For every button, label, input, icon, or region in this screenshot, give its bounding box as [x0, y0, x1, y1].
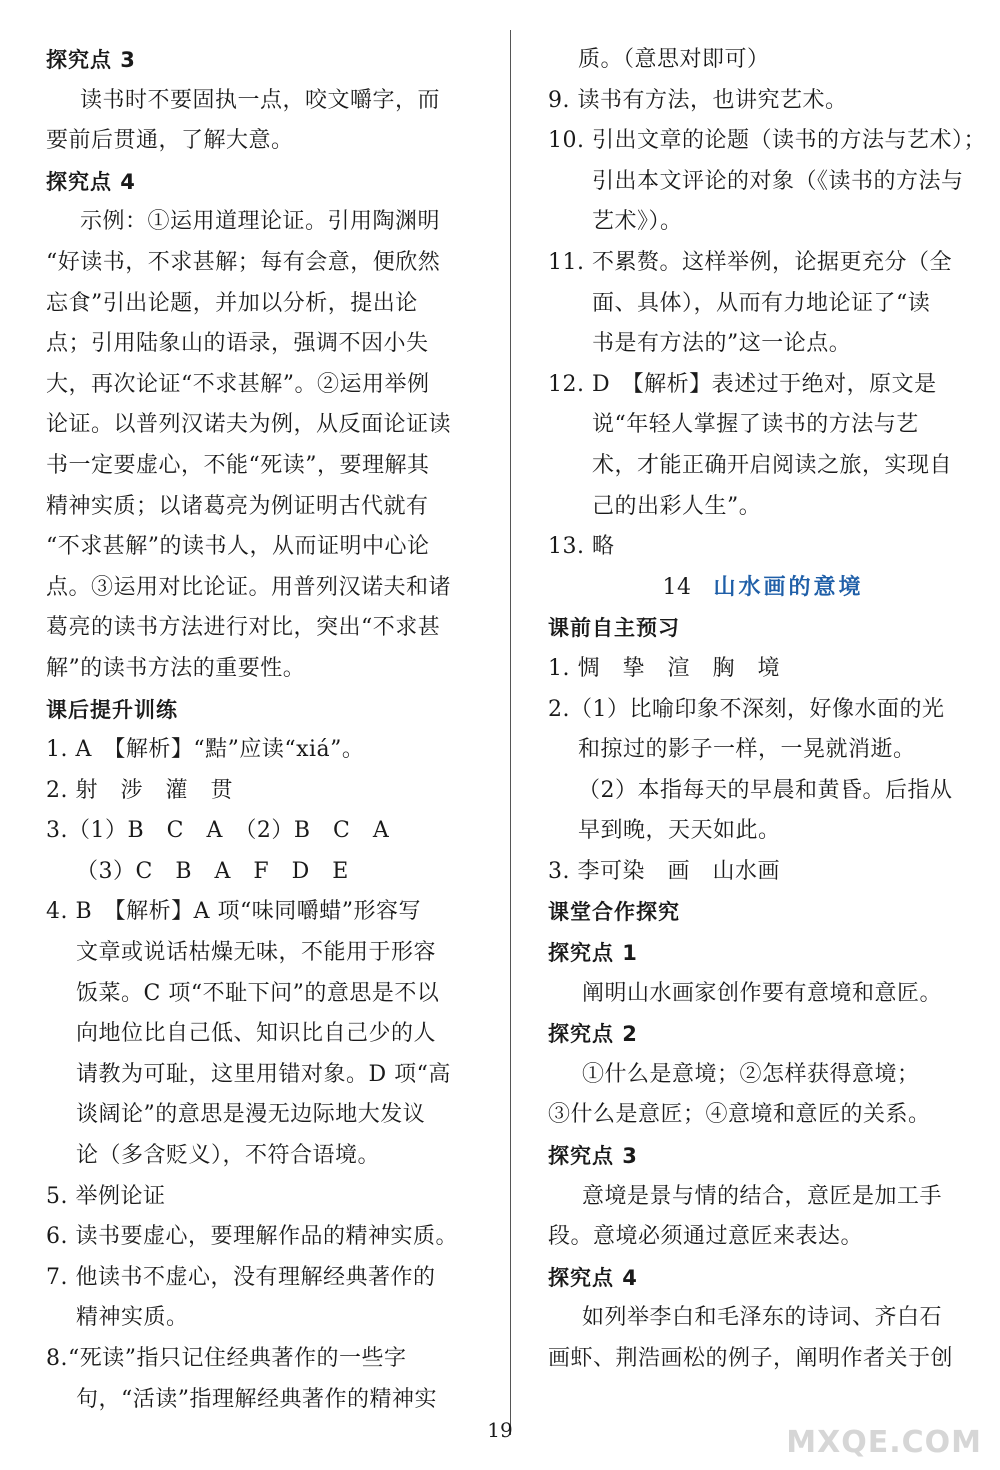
page-number: 19 — [487, 1418, 513, 1442]
text-line: ①什么是意境；②怎样获得意境； — [582, 1061, 920, 1087]
chapter-heading — [548, 568, 978, 609]
text-line: 读书时不要固执一点，咬文嚼字，而 — [80, 87, 441, 113]
text-line: 段。意境必须通过意匠来表达。 — [548, 1224, 864, 1250]
text-line: 句，“活读”指理解经典著作的精神实 — [76, 1386, 437, 1412]
watermark-logo: MXQE.COM — [786, 1425, 982, 1460]
text-line: 3.（1）B C A （2）B C A — [46, 818, 390, 844]
text-line: 1. 惆 挚 渲 胸 境 — [548, 655, 780, 681]
text-line: 和掠过的影子一样，一晃就消逝。 — [578, 737, 916, 763]
text-line: 13. 略 — [548, 534, 615, 560]
section-heading: 探究点 1 — [548, 941, 638, 966]
text-line: 精神实质；以诸葛亮为例证明古代就有 — [46, 493, 429, 519]
section-heading: 探究点 2 — [548, 1022, 638, 1047]
text-line: 点。③运用对比论证。用普列汉诺夫和诸 — [46, 574, 452, 600]
text-line: 6. 读书要虚心，要理解作品的精神实质。 — [46, 1224, 458, 1250]
text-line: 早到晚，天天如此。 — [578, 818, 781, 844]
text-line: 示例：①运用道理论证。引用陶渊明 — [80, 209, 441, 235]
left-column — [46, 40, 478, 1420]
section-heading: 探究点 4 — [46, 169, 136, 194]
text-line: 术，才能正确开启阅读之旅，实现自 — [592, 452, 953, 478]
text-line: 忘食”引出论题，并加以分析，提出论 — [46, 290, 418, 316]
text-line: （3）C B A F D E — [76, 858, 349, 884]
text-line: 12. D 【解析】表述过于绝对，原文是 — [548, 371, 937, 397]
text-line: 点；引用陆象山的语录，强调不因小失 — [46, 331, 429, 357]
text-line: 面、具体），从而有力地论证了“读 — [592, 290, 931, 316]
text-line: 3. 李可染 画 山水画 — [548, 858, 780, 884]
text-line: 画虾、荆浩画松的例子，阐明作者关于创 — [548, 1346, 954, 1371]
text-line: （2）本指每天的早晨和黄昏。后指从 — [578, 777, 953, 803]
text-line: 说“年轻人掌握了读书的方法与艺 — [592, 412, 919, 438]
text-line: 文章或说话枯燥无味，不能用于形容 — [76, 940, 437, 966]
section-heading: 课堂合作探究 — [548, 900, 680, 925]
text-line: 请教为可耻，这里用错对象。D 项“高 — [76, 1061, 451, 1087]
text-line: 艺术》）。 — [592, 209, 683, 235]
text-line: 4. B 【解析】A 项“味同嚼蜡”形容写 — [46, 899, 422, 925]
text-line: 要前后贯通，了解大意。 — [46, 128, 294, 154]
text-line: 书一定要虚心，不能“死读”，要理解其 — [46, 452, 430, 478]
text-line: 1. A 【解析】“黠”应读“xiá”。 — [46, 737, 365, 763]
text-line: 谈阔论”的意思是漫无边际地大发议 — [76, 1102, 426, 1128]
text-line: 论（多含贬义），不符合语境。 — [76, 1143, 381, 1169]
text-line: “不求甚解”的读书人，从而证明中心论 — [46, 534, 430, 560]
text-line: 意境是景与情的结合，意匠是加工手 — [582, 1183, 943, 1209]
text-line: 2.（1）比喻印象不深刻，好像水面的光 — [548, 696, 945, 722]
text-line: 9. 读书有方法，也讲究艺术。 — [548, 87, 848, 113]
text-line: 己的出彩人生”。 — [592, 493, 762, 519]
text-line: ③什么是意匠；④意境和意匠的关系。 — [548, 1102, 931, 1128]
section-heading: 课后提升训练 — [46, 697, 178, 722]
chapter-number: 14 — [662, 574, 692, 600]
column-divider — [510, 30, 511, 1435]
text-line: 5. 举例论证 — [46, 1183, 166, 1209]
text-line: 质。（意思对即可） — [578, 47, 770, 72]
text-line: 7. 他读书不虚心，没有理解经典著作的 — [46, 1264, 436, 1290]
right-column — [548, 40, 986, 1380]
text-line: 向地位比自己低、知识比自己少的人 — [76, 1021, 437, 1047]
section-heading: 探究点 4 — [548, 1265, 638, 1290]
text-line: 论证。以普列汉诺夫为例，从反面论证读 — [46, 412, 452, 438]
text-line: 解”的读书方法的重要性。 — [46, 655, 306, 681]
text-line: 阐明山水画家创作要有意境和意匠。 — [582, 980, 943, 1006]
section-heading: 课前自主预习 — [548, 616, 680, 641]
text-line: 2. 射 涉 灌 贯 — [46, 777, 233, 803]
text-line: 8.“死读”指只记住经典著作的一些字 — [46, 1346, 407, 1371]
text-line: 引出本文评论的对象（《读书的方法与 — [592, 168, 964, 194]
text-line: 10. 引出文章的论题（读书的方法与艺术）； — [548, 128, 986, 154]
section-heading: 探究点 3 — [548, 1144, 638, 1169]
text-line: 书是有方法的”这一论点。 — [592, 331, 852, 357]
text-line: 大，再次论证“不求甚解”。②运用举例 — [46, 371, 430, 397]
text-line: 如列举李白和毛泽东的诗词、齐白石 — [582, 1305, 943, 1331]
text-line: 精神实质。 — [76, 1305, 189, 1331]
text-line: 11. 不累赘。这样举例，论据更充分（全 — [548, 249, 952, 275]
section-heading: 探究点 3 — [46, 48, 136, 72]
chapter-title: 山水画的意境 — [713, 574, 864, 600]
text-line: 葛亮的读书方法进行对比，突出“不求甚 — [46, 615, 441, 641]
text-line: 饭菜。C 项“不耻下问”的意思是不以 — [76, 980, 440, 1006]
text-line: “好读书，不求甚解；每有会意，便欣然 — [46, 249, 441, 275]
